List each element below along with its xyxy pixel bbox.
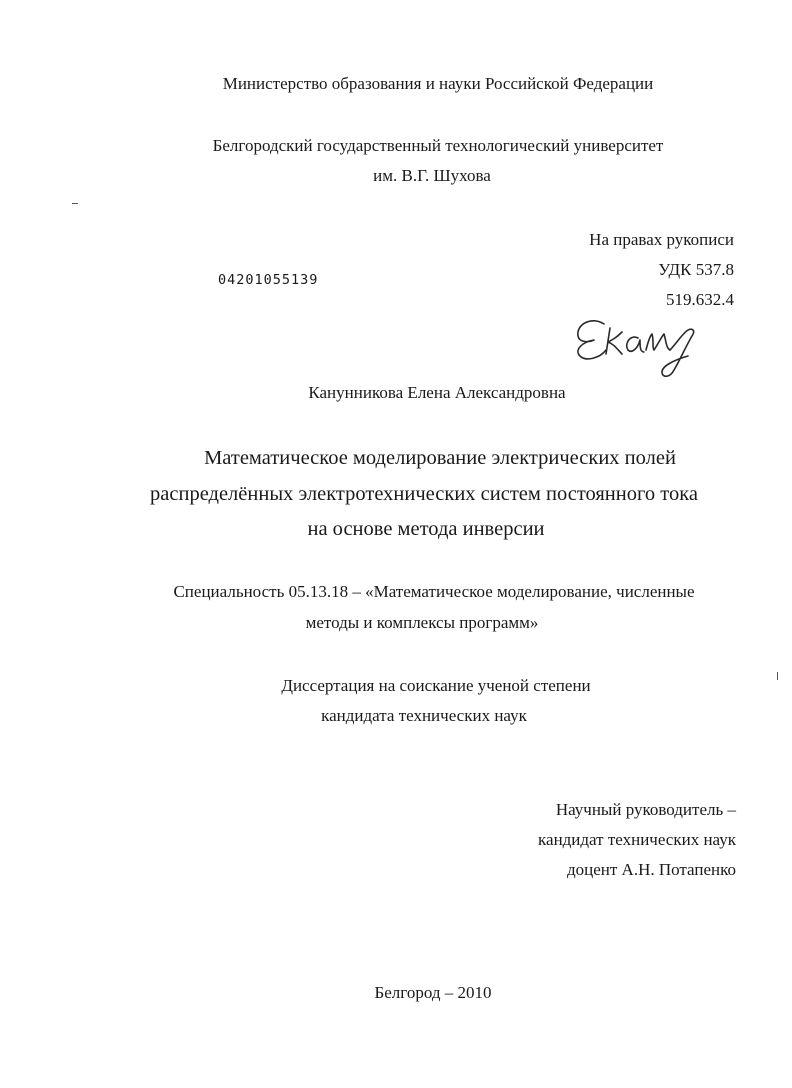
- advisor-label: Научный руководитель –: [555, 800, 736, 819]
- scan-speck-left: [72, 203, 78, 204]
- advisor-degree: кандидат технических наук: [538, 830, 736, 849]
- registration-number: 04201055139: [218, 272, 319, 288]
- manuscript-rights: На правах рукописи: [589, 230, 734, 249]
- advisor-name: доцент А.Н. Потапенко: [566, 860, 736, 879]
- signature: [570, 310, 710, 382]
- title-line-2: распределённых электротехнических систем постоянного тока: [150, 483, 698, 505]
- university-line: Белгородский государственный технологический университет: [212, 136, 664, 155]
- author-name: Канунникова Елена Александровна: [308, 383, 566, 402]
- degree-line-2: кандидата технических наук: [321, 706, 527, 725]
- specialty-line-2: методы и комплексы программ»: [305, 613, 539, 632]
- title-line-1: Математическое моделирование электрических полей: [204, 447, 676, 469]
- degree-line-1: Диссертация на соискание ученой степени: [281, 676, 591, 695]
- university-name-line: им. В.Г. Шухова: [373, 166, 491, 185]
- city-year: Белгород – 2010: [374, 983, 492, 1002]
- ministry-line: Министерство образования и науки Российской Федерации: [222, 74, 654, 93]
- udc-code-secondary: 519.632.4: [666, 290, 734, 309]
- title-line-3: на основе метода инверсии: [307, 518, 545, 540]
- udc-code: УДК 537.8: [658, 260, 734, 279]
- specialty-line-1: Специальность 05.13.18 – «Математическое моделирование, численные: [173, 582, 695, 601]
